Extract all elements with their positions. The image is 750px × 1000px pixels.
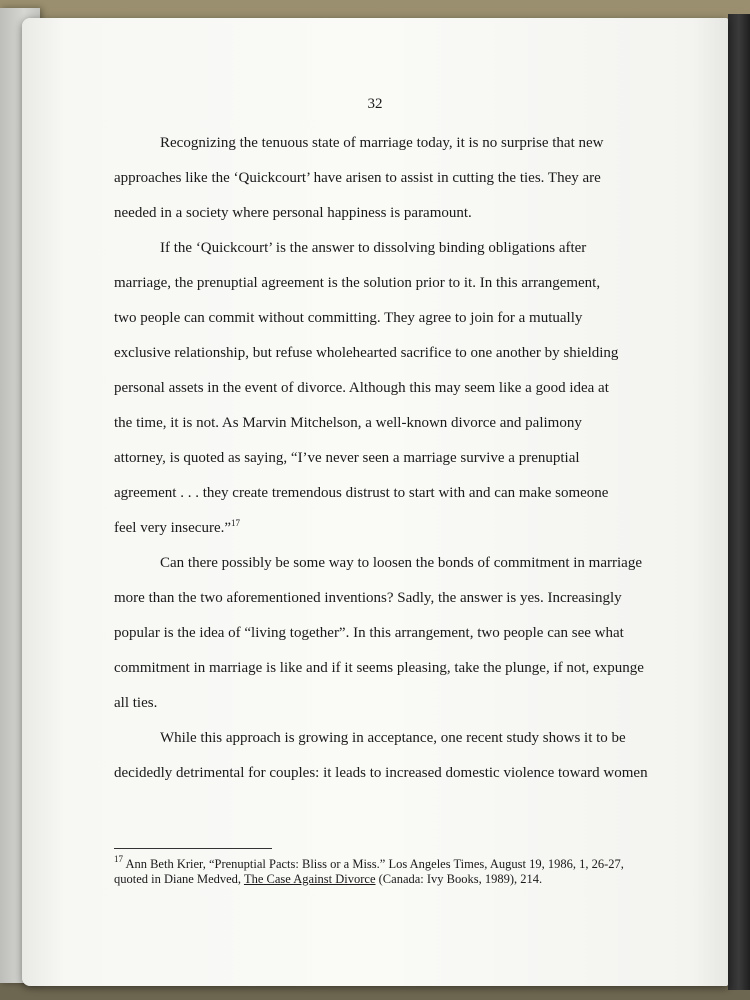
text-line: needed in a society where personal happiness is paramount. — [114, 205, 472, 221]
text-line: two people can commit without committing. They agree to join for a mutually — [114, 310, 583, 326]
text-line: the time, it is not. As Marvin Mitchelson, a well-known divorce and palimony — [114, 415, 582, 431]
text-line: decidedly detrimental for couples: it leads to increased domestic violence toward women — [114, 765, 648, 781]
text-line: exclusive relationship, but refuse wholehearted sacrifice to one another by shielding — [114, 345, 619, 361]
text-line: attorney, is quoted as saying, “I’ve never seen a marriage survive a prenuptial — [114, 450, 580, 466]
text-line: agreement . . . they create tremendous distrust to start with and can make someone — [114, 485, 609, 501]
footnote — [114, 854, 644, 887]
text-line: While this approach is growing in acceptance, one recent study shows it to be — [160, 730, 626, 746]
text-line: all ties. — [114, 695, 158, 711]
footnote-number: 17 — [114, 854, 123, 864]
text-line: Can there possibly be some way to loosen the bonds of commitment in marriage — [160, 555, 642, 571]
footnote-divider — [114, 848, 272, 849]
paragraph-3 — [114, 546, 644, 721]
book-title: The Case Against Divorce — [243, 872, 376, 886]
text-line: If the ‘Quickcourt’ is the answer to dissolving binding obligations after — [160, 240, 587, 256]
footnote-line — [114, 872, 644, 887]
book-spine-edge — [728, 14, 750, 990]
text-line: popular is the idea of “living together”. In this arrangement, two people can see what — [114, 625, 624, 641]
text-line: more than the two aforementioned inventions? Sadly, the answer is yes. Increasingly — [114, 590, 622, 606]
footnote-citation-suffix: (Canada: Ivy Books, 1989), 214. — [375, 872, 543, 886]
paragraph-4 — [114, 721, 648, 791]
footnote-citation: Ann Beth Krier, “Prenuptial Pacts: Bliss or a Miss.” Los Angeles Times, August 19, 1986, 1, 26-27, — [125, 857, 624, 871]
text-line-content: feel very insecure.” — [114, 520, 232, 536]
text-line — [114, 511, 636, 546]
text-line: commitment in marriage is like and if it seems pleasing, take the plunge, if not, expunge — [114, 660, 644, 676]
body-text — [114, 126, 648, 791]
footnote-line — [114, 854, 644, 872]
paragraph-2 — [114, 231, 636, 546]
page-number: 32 — [367, 96, 383, 112]
text-line: personal assets in the event of divorce. Although this may seem like a good idea at — [114, 380, 609, 396]
footnote-citation-prefix: quoted in Diane Medved, — [114, 872, 244, 886]
text-line: approaches like the ‘Quickcourt’ have arisen to assist in cutting the ties. They are — [114, 170, 601, 186]
paragraph-1 — [114, 126, 636, 231]
text-line: Recognizing the tenuous state of marriage today, it is no surprise that new — [160, 135, 604, 151]
text-line: marriage, the prenuptial agreement is the solution prior to it. In this arrangement, — [114, 275, 601, 291]
footnote-reference: 17 — [231, 518, 241, 528]
